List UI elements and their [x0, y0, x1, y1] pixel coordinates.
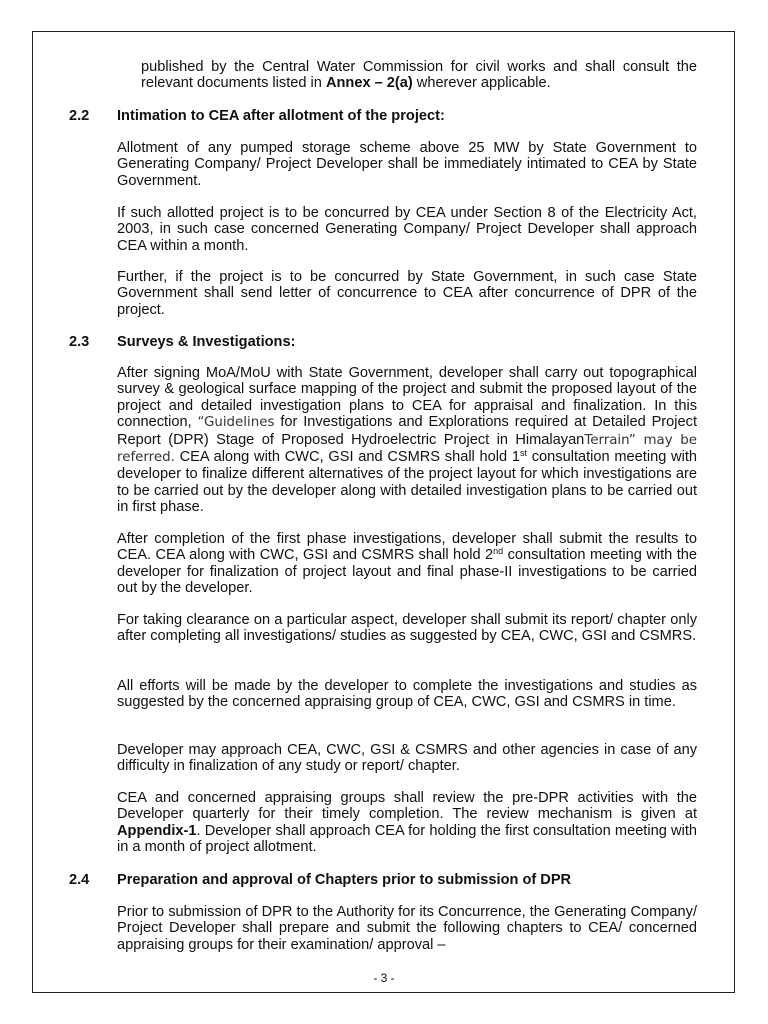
section-2-4-number: 2.4 [69, 872, 90, 888]
annex-reference: Annex – 2(a) [325, 75, 413, 92]
section-2-3-number: 2.3 [69, 334, 90, 350]
guidelines-quote-start: “Guidelines [197, 415, 275, 431]
section-2-2-title: Intimation to CEA after allotment of the project: [117, 108, 445, 124]
guidelines-quote-end: Terrain” may be referred. [117, 432, 697, 466]
section-2-3-paragraph-3: For taking clearance on a particular aspect, developer shall submit its report/ chapter only after completing all investigations/ studies as suggested by CEA, CWC, GSI and CSMRS. [117, 612, 697, 645]
section-2-3-paragraph-2: After completion of the first phase investigations, developer shall submit the results to CEA. CEA along with CWC, GSI and CSMRS shall hold 2nd consultation meeting with the developer for finalization of project layout and final phase-II investigations to be carried out by the developer. [117, 531, 697, 597]
section-2-4-paragraph-1: Prior to submission of DPR to the Authority for its Concurrence, the Generating Company/ Project Developer shall prepare and submit the following chapters to CEA/ concerned appraising groups for their examination/ approval – [117, 904, 697, 953]
section-2-4-title: Preparation and approval of Chapters prior to submission of DPR [117, 872, 572, 888]
section-2-3-paragraph-6: CEA and concerned appraising groups shall review the pre-DPR activities with the Developer quarterly for their timely completion. The review mechanism is given at Appendix-1. Developer shall approach CEA for holding the first consultation meeting with in a month of project allotment. [117, 790, 697, 856]
intro-paragraph: published by the Central Water Commission for civil works and shall consult the relevant documents listed in Annex – 2(a) wherever applicable. [141, 59, 697, 92]
section-2-3-paragraph-4: All efforts will be made by the developer to complete the investigations and studies as suggested by the concerned appraising group of CEA, CWC, GSI and CSMRS in time. [117, 678, 697, 711]
page-number: - 3 - [373, 971, 395, 985]
section-2-2-paragraph-1: Allotment of any pumped storage scheme above 25 MW by State Government to Generating Company/ Project Developer shall be immediately intimated to CEA by State Government. [117, 140, 697, 189]
section-2-2-number: 2.2 [69, 108, 90, 124]
section-2-3-title: Surveys & Investigations: [117, 334, 296, 350]
section-2-3-paragraph-5: Developer may approach CEA, CWC, GSI & CSMRS and other agencies in case of any difficulty in finalization of any study or report/ chapter. [117, 742, 697, 775]
appendix-reference: Appendix-1 [117, 822, 197, 839]
section-2-2-paragraph-3: Further, if the project is to be concurred by State Government, in such case State Government shall send letter of concurrence to CEA after concurrence of DPR of the project. [117, 269, 697, 318]
section-2-2-paragraph-2: If such allotted project is to be concurred by CEA under Section 8 of the Electricity Act, 2003, in such case concerned Generating Company/ Project Developer shall approach CEA within a month. [117, 205, 697, 254]
section-2-3-paragraph-1: After signing MoA/MoU with State Government, developer shall carry out topographical survey & geological surface mapping of the project and submit the proposed layout of the project and detailed investigation plans to CEA for appraisal and finalization. In this connection, “Guidelines for Investigations and Explorations required at Detailed Project Report (DPR) Stage of Proposed Hydroelectric Project in HimalayanTerrain” may be referred. CEA along with CWC, GSI and CSMRS shall hold 1st consultation meeting with developer to finalize different alternatives of the project layout for which investigations are to be carried out by the developer along with detailed investigation plans to be carried out in first phase. [117, 365, 697, 516]
